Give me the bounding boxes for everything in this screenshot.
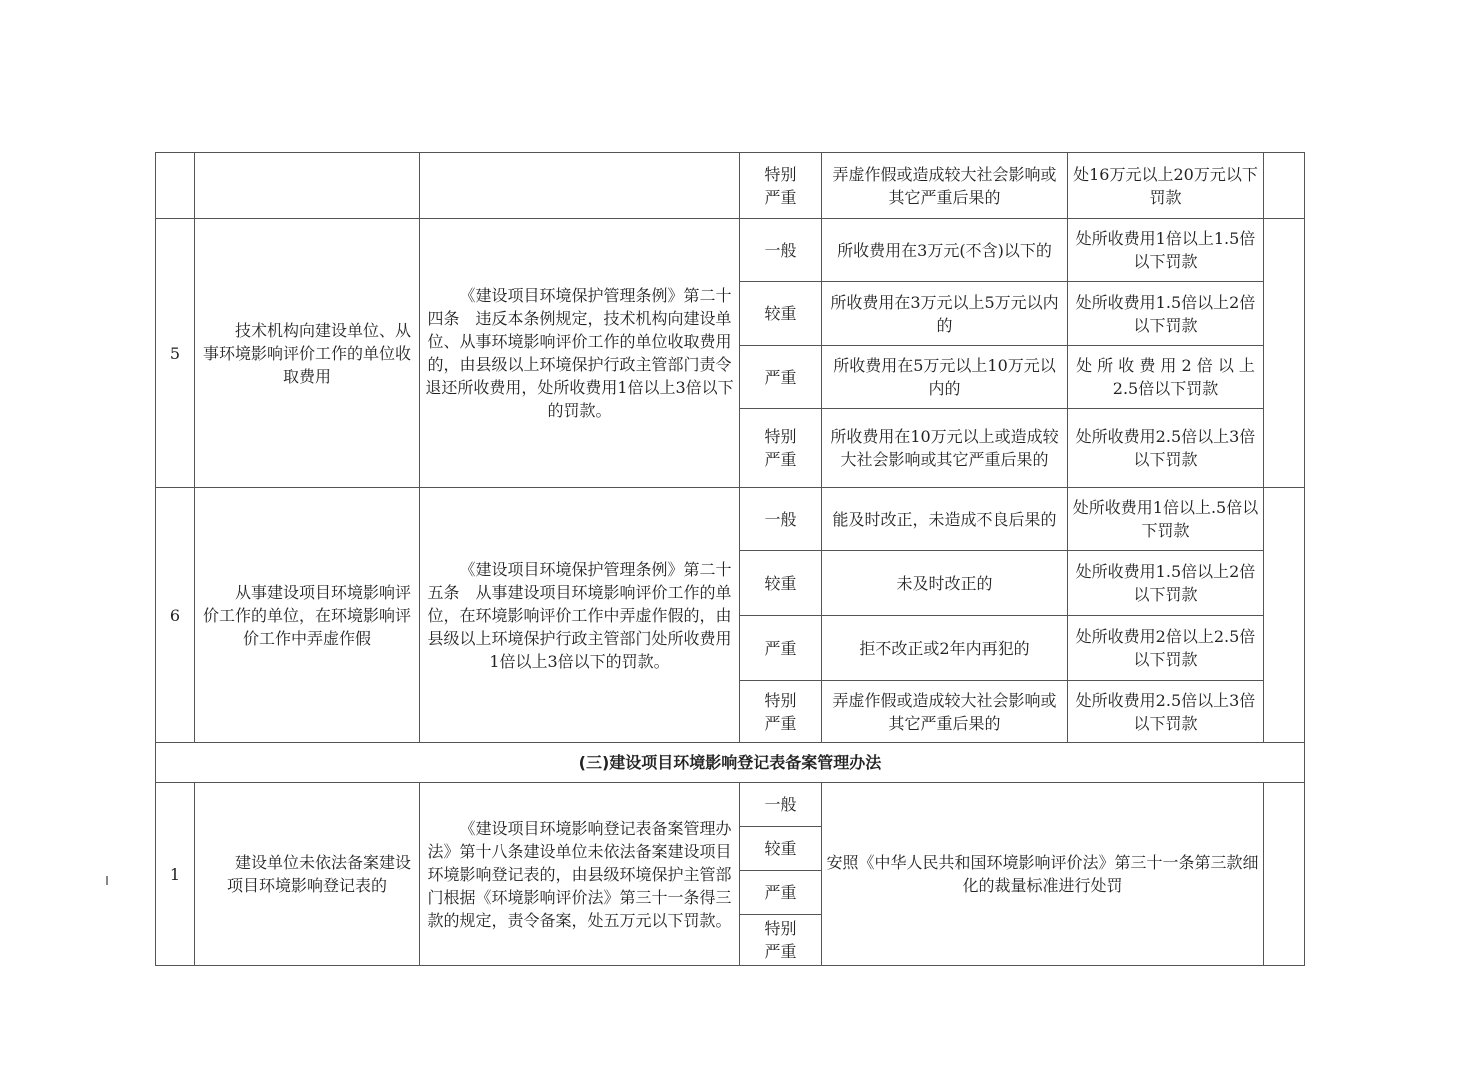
- standard-cell: 处所收费用2倍以上2.5倍以下罚款: [1068, 616, 1264, 681]
- table-row: [156, 219, 1305, 282]
- scan-artifact-mark: [106, 876, 108, 885]
- legal-basis-cell: 《建设项目环境影响登记表备案管理办法》第十八条建设单位未依法备案建设项目环境影响登记表的，由县级环境保护主管部门根据《环境影响评价法》第三十一条得三款的规定，责令备案，处五万元以下罚款。: [420, 783, 740, 966]
- item-no-cell: 1: [156, 783, 195, 966]
- level-cell: 严重: [740, 871, 822, 915]
- table-row: [156, 488, 1305, 551]
- violation-cell: 建设单位未依法备案建设项目环境影响登记表的: [195, 783, 420, 966]
- violation-cell: [195, 153, 420, 219]
- level-cell: 一般: [740, 488, 822, 551]
- level-cell: 较重: [740, 551, 822, 616]
- table-row: [156, 153, 1305, 219]
- circumstance-cell: 未及时改正的: [822, 551, 1068, 616]
- violation-cell: 技术机构向建设单位、从事环境影响评价工作的单位收取费用: [195, 219, 420, 488]
- circumstance-cell: 能及时改正，未造成不良后果的: [822, 488, 1068, 551]
- level-cell: 特别 严重: [740, 153, 822, 219]
- legal-basis-cell: 《建设项目环境保护管理条例》第二十四条 违反本条例规定，技术机构向建设单位、从事环境影响评价工作的单位收取费用的，由县级以上环境保护行政主管部门责令退还所收费用，处所收费用1倍以上3倍以下的罚款。: [420, 219, 740, 488]
- standard-cell: 处所收费用2.5倍以上3倍以下罚款: [1068, 681, 1264, 743]
- level-cell: 一般: [740, 783, 822, 827]
- level-cell: 特别 严重: [740, 681, 822, 743]
- circumstance-cell: 所收费用在5万元以上10万元以内的: [822, 346, 1068, 409]
- circumstance-cell: 所收费用在3万元以上5万元以内的: [822, 282, 1068, 346]
- section-title: (三)建设项目环境影响登记表备案管理办法: [156, 743, 1305, 783]
- section-header-row: [156, 743, 1305, 783]
- level-cell: 特别 严重: [740, 915, 822, 966]
- standard-cell: 安照《中华人民共和国环境影响评价法》第三十一条第三款细化的裁量标准进行处罚: [822, 783, 1264, 966]
- circumstance-cell: 弄虚作假或造成较大社会影响或其它严重后果的: [822, 153, 1068, 219]
- circumstance-cell: 拒不改正或2年内再犯的: [822, 616, 1068, 681]
- item-no-cell: [156, 153, 195, 219]
- remarks-cell: [1264, 488, 1305, 743]
- violation-cell: 从事建设项目环境影响评价工作的单位，在环境影响评价工作中弄虚作假: [195, 488, 420, 743]
- legal-basis-cell: [420, 153, 740, 219]
- circumstance-cell: 所收费用在3万元(不含)以下的: [822, 219, 1068, 282]
- item-no-cell: 6: [156, 488, 195, 743]
- level-cell: 特别 严重: [740, 409, 822, 488]
- level-cell: 较重: [740, 827, 822, 871]
- standard-cell: 处所收费用1.5倍以上2倍以下罚款: [1068, 282, 1264, 346]
- remarks-cell: [1264, 153, 1305, 219]
- remarks-cell: [1264, 219, 1305, 488]
- standard-cell: 处所收费用1倍以上.5倍以下罚款: [1068, 488, 1264, 551]
- level-cell: 较重: [740, 282, 822, 346]
- table-row: [156, 783, 1305, 827]
- standard-cell: 处所收费用1.5倍以上2倍以下罚款: [1068, 551, 1264, 616]
- discretion-standard-table: [155, 152, 1305, 966]
- remarks-cell: [1264, 783, 1305, 966]
- level-cell: 严重: [740, 616, 822, 681]
- standard-cell: 处16万元以上20万元以下罚款: [1068, 153, 1264, 219]
- standard-cell: 处所收费用2.5倍以上3倍以下罚款: [1068, 409, 1264, 488]
- standard-cell: 处 所 收 费 用 2 倍 以 上 2.5倍以下罚款: [1068, 346, 1264, 409]
- item-no-cell: 5: [156, 219, 195, 488]
- level-cell: 严重: [740, 346, 822, 409]
- level-cell: 一般: [740, 219, 822, 282]
- circumstance-cell: 所收费用在10万元以上或造成较大社会影响或其它严重后果的: [822, 409, 1068, 488]
- circumstance-cell: 弄虚作假或造成较大社会影响或其它严重后果的: [822, 681, 1068, 743]
- standard-cell: 处所收费用1倍以上1.5倍以下罚款: [1068, 219, 1264, 282]
- legal-basis-cell: 《建设项目环境保护管理条例》第二十五条 从事建设项目环境影响评价工作的单位，在环境影响评价工作中弄虚作假的，由县级以上环境保护行政主管部门处所收费用1倍以上3倍以下的罚款。: [420, 488, 740, 743]
